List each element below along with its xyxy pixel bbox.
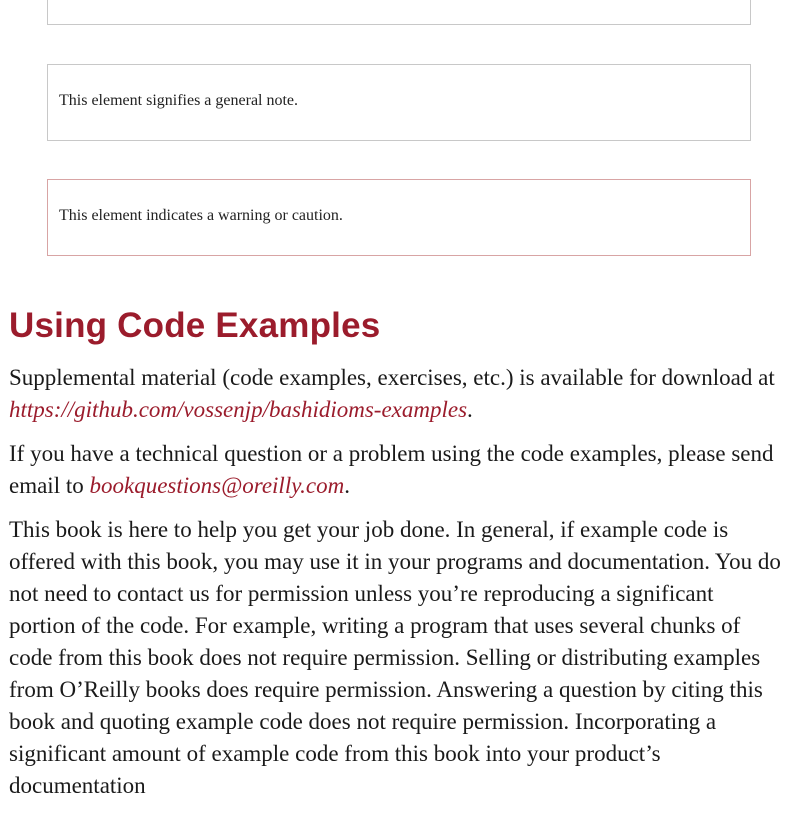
github-link[interactable]: https://github.com/vossenjp/bashidioms-examples bbox=[9, 397, 468, 422]
email-link[interactable]: bookquestions@oreilly.com bbox=[89, 473, 345, 498]
paragraph-text: . bbox=[467, 397, 473, 422]
paragraph-text: . bbox=[344, 473, 350, 498]
paragraph-text: Supplemental material (code examples, exercises, etc.) is available for download at bbox=[9, 365, 775, 390]
note-text: This element signifies a general note. bbox=[59, 92, 299, 109]
paragraph-supplemental bbox=[9, 362, 784, 426]
paragraph-permissions: This book is here to help you get your job done. In general, if example code is offered with this book, you may use it in your programs and documentation. You do not need to contact us for permission unless you’re reproducing a significant portion of the code. For example, writing a program that uses several chunks of code from this book does not require permission. Selling or distributing examples from O’Reilly books does require permission. Answering a question by citing this book and quoting example code does not require permission. Incorporating a significant amount of example code from this book into your product’s documentation bbox=[9, 517, 781, 798]
warning-callout bbox=[47, 179, 751, 256]
warning-text: This element indicates a warning or caution. bbox=[59, 207, 343, 224]
paragraph-text: If you have a technical question or a problem using the code examples, please send email to bbox=[9, 441, 774, 498]
note-callout bbox=[47, 64, 751, 141]
previous-callout-box bbox=[47, 0, 751, 25]
section-body bbox=[9, 362, 784, 814]
paragraph-questions bbox=[9, 438, 784, 502]
section-title: Using Code Examples bbox=[9, 306, 381, 345]
